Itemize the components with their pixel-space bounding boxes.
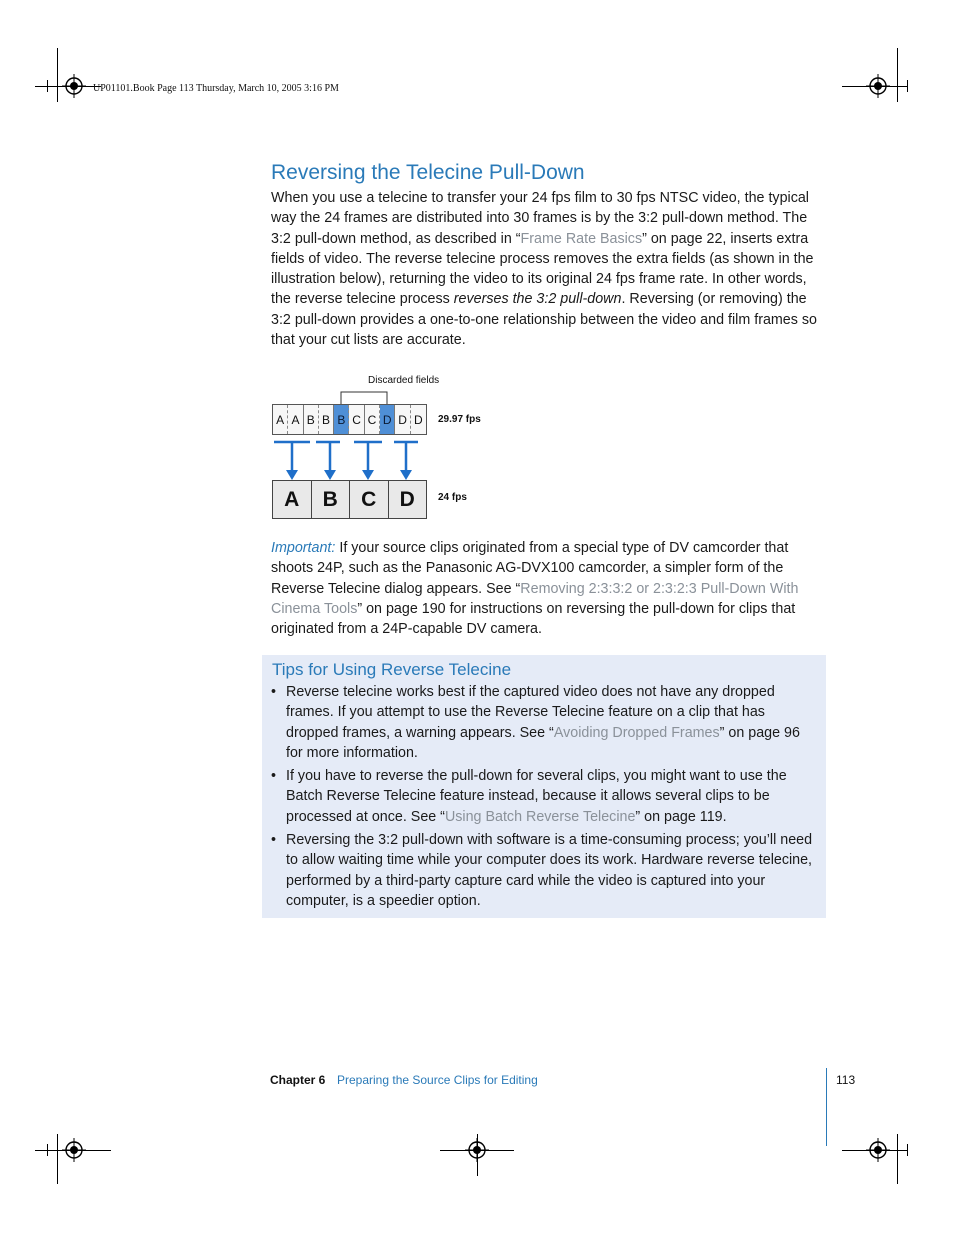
video-field: A [288,405,303,434]
video-field: D [380,405,395,434]
frame-rate-basics-link[interactable]: Frame Rate Basics [520,230,643,247]
film-frame: C [350,481,389,518]
video-field: B [319,405,334,434]
film-frame: D [389,481,427,518]
tips-list [271,682,817,914]
field-to-frame-arrows [272,436,428,480]
registration-mark-icon [62,74,86,98]
list-item [271,830,817,911]
tip-text: Reverse telecine works best if the captured video does not have any dropped frames. If you attempt to use the Reverse Telecine feature on a clip that has dropped frames, a warning appears. See “ [286,684,775,741]
intro-text: ” on page 22, inserts extra fields of video. The reverse telecine process removes the extra fields (as shown in the illustration below), returning the video to its original 24 fps frame rate. In other words, the reverse telecine process [271,230,814,308]
tip-text: If you have to reverse the pull-down for several clips, you might want to use the Batch Reverse Telecine feature instead, because it allows several clips to be processed at once. See “ [286,768,787,825]
video-field: D [411,405,426,434]
video-field: A [273,405,288,434]
batch-reverse-telecine-link[interactable]: Using Batch Reverse Telecine [444,808,636,825]
registration-mark-icon [62,1138,86,1162]
discarded-fields-label: Discarded fields [368,375,440,386]
film-rate-label: 24 fps [438,492,467,503]
intro-text: . Reversing (or removing) the 3:2 pull-down provides a one-to-one relationship between the video and film frames so that your cut lists are accurate. [271,291,817,349]
video-field: D [395,405,410,434]
bullet-icon: • [271,684,277,700]
removing-pulldown-link[interactable]: Removing 2:3:3:2 or 2:3:2:3 Pull-Down With Cinema Tools [271,580,799,617]
avoiding-dropped-frames-link[interactable]: Avoiding Dropped Frames [553,724,720,741]
important-text: If your source clips originated from a special type of DV camcorder that shoots 24P, such as the Panasonic AG-DVX100 camcorder, a simpler form of the Reverse Telecine dialog appears. See “ [271,540,789,597]
tips-title: Tips for Using Reverse Telecine [272,660,512,679]
footer-chapter-title: Preparing the Source Clips for Editing [337,1073,538,1087]
intro-text: When you use a telecine to transfer your 24 fps film to 30 fps NTSC video, the typical way the 24 frames are distributed into 30 frames is by the 3:2 pull-down method. The 3:2 pull-down method, as described in “ [271,190,809,247]
important-note [271,538,827,639]
tip-text: Reversing the 3:2 pull-down with software is a time-consuming process; you’ll need to allow waiting time while your computer does its work. Hardware reverse telecine, performed by a third-party capture card while the video is captured into your computer, is a speedier option. [286,832,813,909]
print-header: UP01101.Book Page 113 Thursday, March 10, 2005 3:16 PM [93,83,339,94]
tip-text: ” on page 96 for more information. [286,724,800,761]
film-frame: B [312,481,351,518]
arrow-b [316,442,340,480]
registration-mark-icon [866,1138,890,1162]
important-label: Important: [271,540,336,556]
video-field-strip [272,404,427,435]
list-item [271,682,817,763]
film-frame-strip [272,480,427,519]
list-item [271,766,817,827]
bullet-icon: • [271,832,277,849]
video-field: C [349,405,364,434]
footer-divider [826,1068,827,1146]
section-title: Reversing the Telecine Pull-Down [271,161,585,184]
arrow-d [394,442,418,480]
tip-text: ” on page 119. [635,808,727,825]
important-text: ” on page 190 for instructions on reversing the pull-down for clips that originated from a 24P-capable DV camera. [271,600,796,638]
registration-mark-icon [465,1138,489,1162]
video-field: B [334,405,349,434]
registration-mark-icon [866,74,890,98]
bullet-icon: • [271,768,277,785]
footer-chapter: Chapter 6 [270,1073,326,1087]
page-number: 113 [836,1073,856,1087]
intro-emphasis: reverses the 3:2 pull-down [453,291,622,308]
film-frame: A [273,481,312,518]
video-field: B [304,405,319,434]
intro-paragraph [271,188,827,350]
arrow-c [354,442,382,480]
video-rate-label: 29.97 fps [438,414,481,425]
arrow-a [274,442,310,480]
video-field: C [365,405,380,434]
